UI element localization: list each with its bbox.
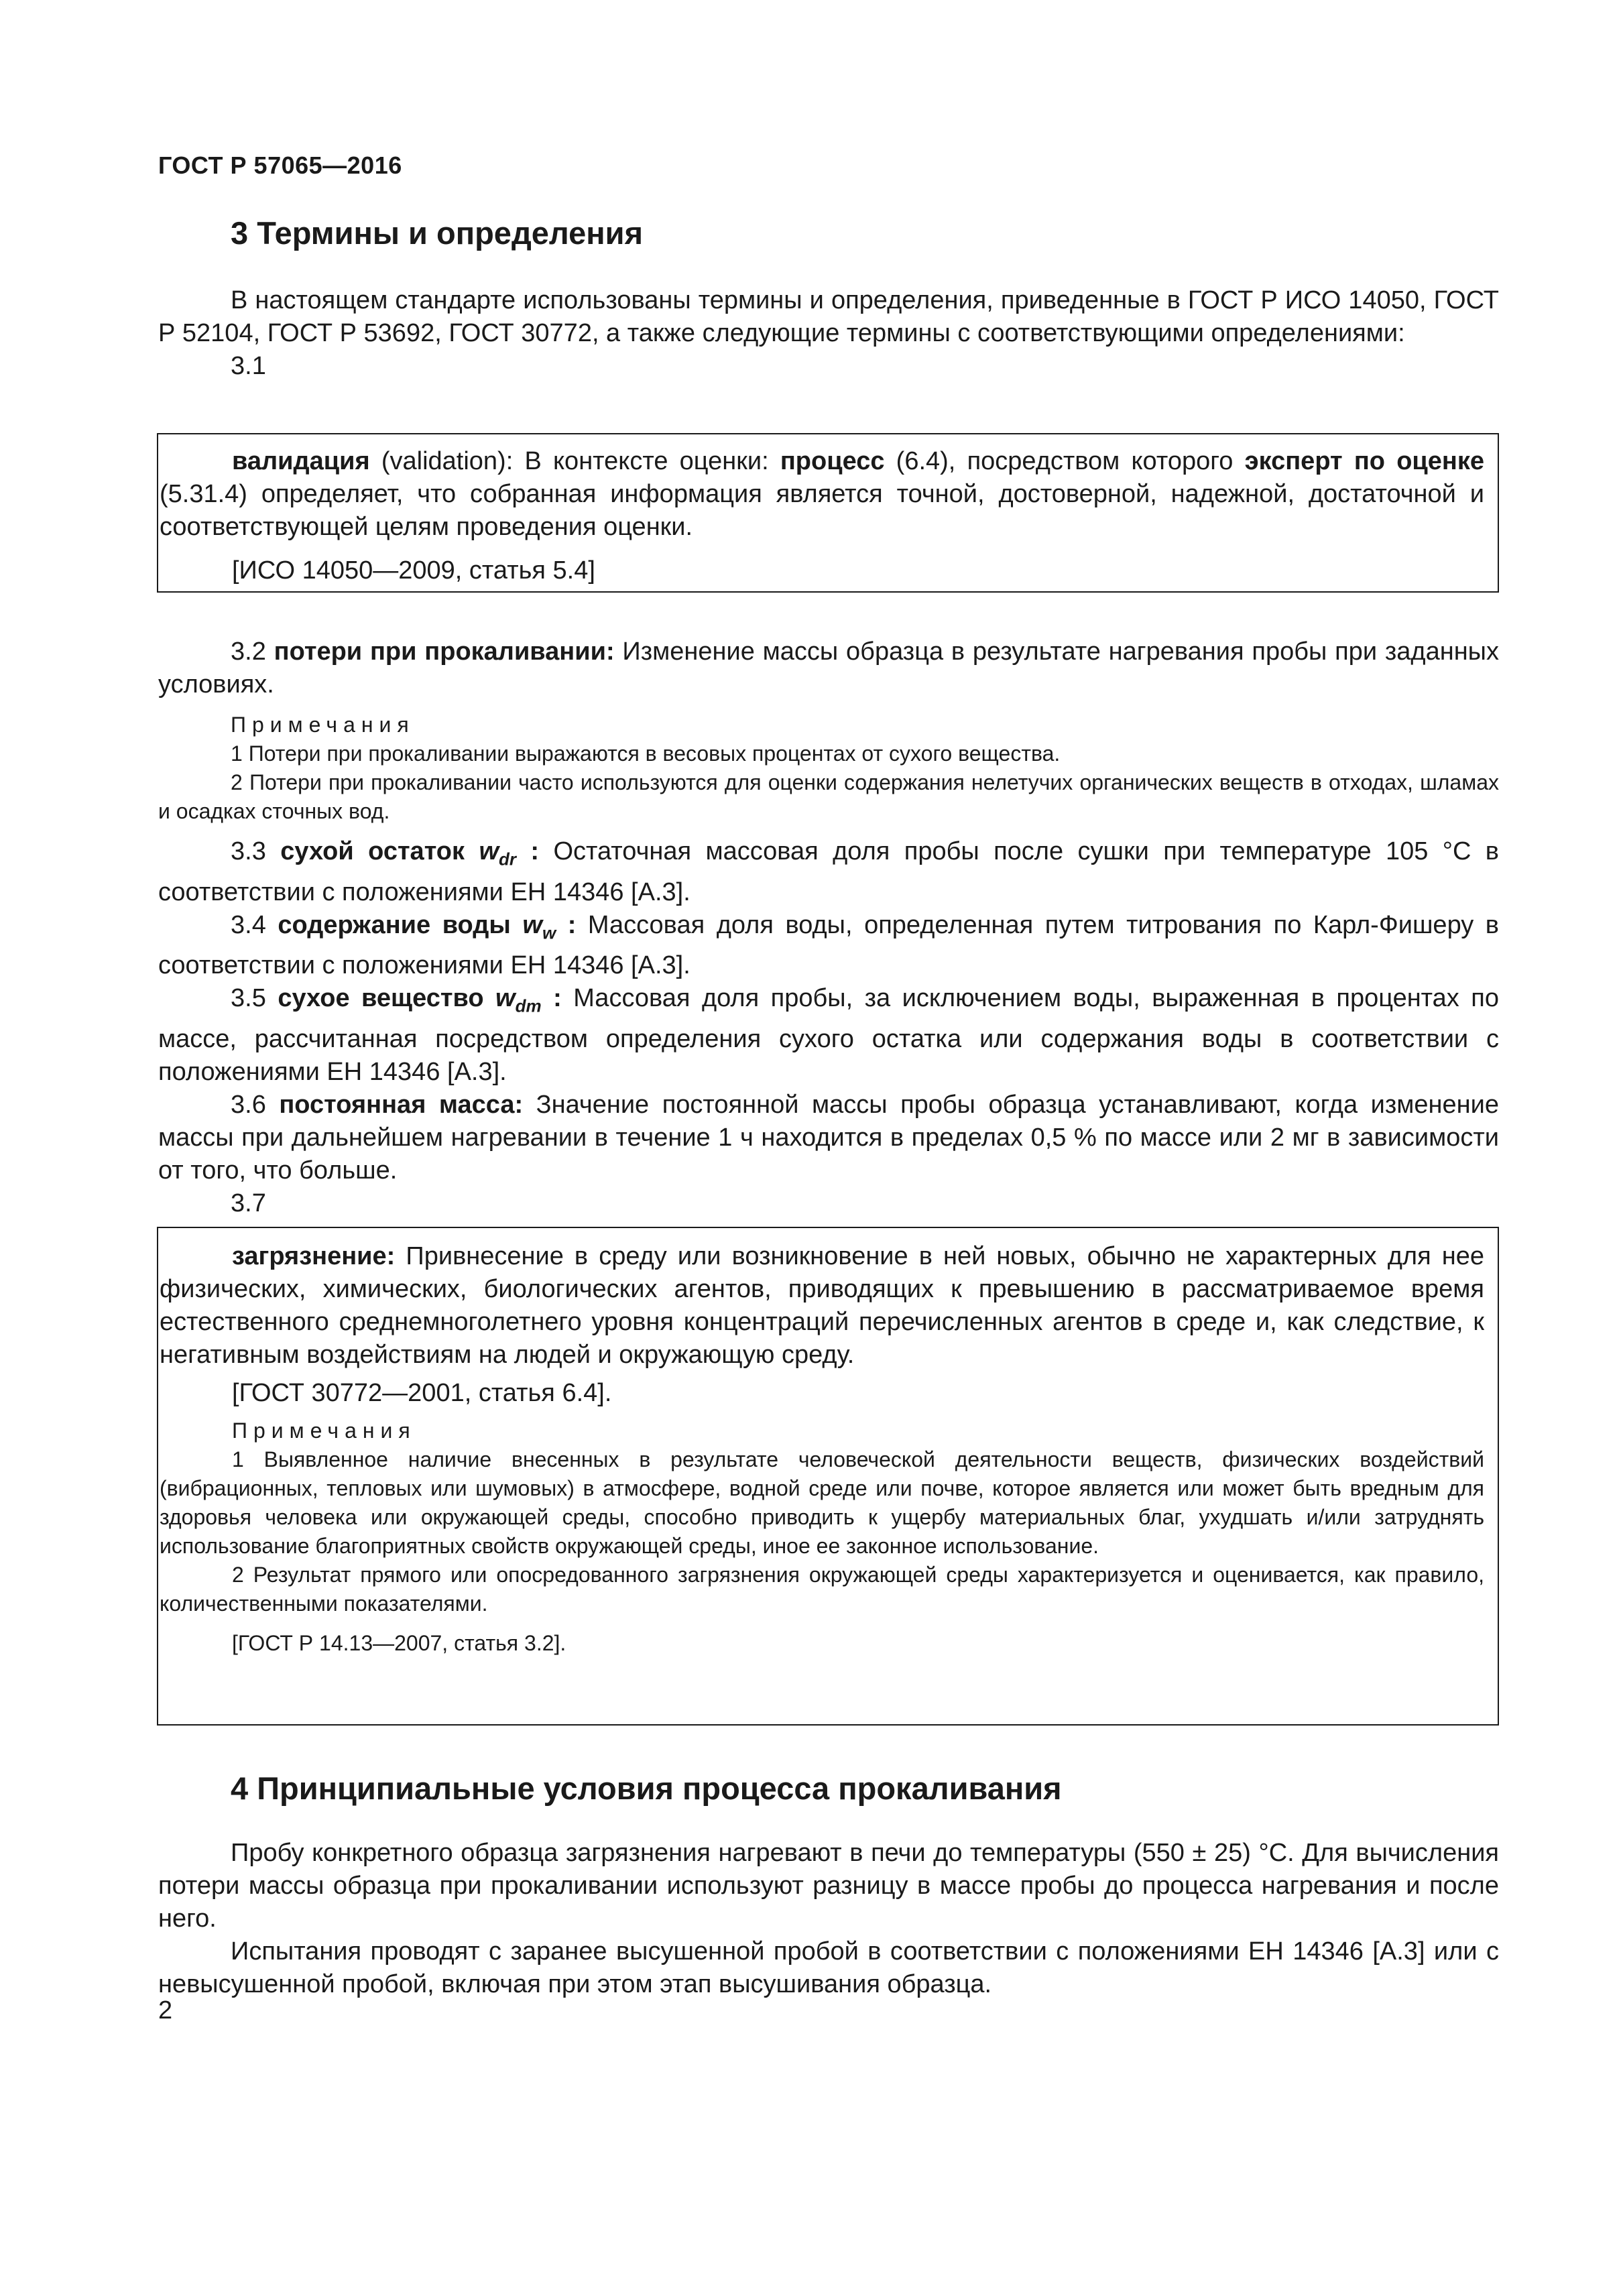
term-3-6-text: Значение постоянной массы пробы образца устанавливают, когда изменение массы при дальнейшем нагревании в течение 1 ч находится в пределах 0,5 % по массе или 2 мг в зависимости от того, что больше. bbox=[158, 1090, 1499, 1185]
term-3-2-notes-title: Примечания bbox=[231, 713, 415, 737]
term-3-4-text: Массовая доля воды, определенная путем титрования по Карл-Фишеру в соответствии с положениями ЕН 14346 [А.3]. bbox=[158, 910, 1499, 980]
term-3-5-term: сухое вещество bbox=[278, 984, 496, 1013]
term-3-3-colon: : bbox=[516, 837, 540, 865]
document-code-header: ГОСТ Р 57065—2016 bbox=[158, 152, 402, 179]
term-3-1-source: [ИСО 14050—2009, статья 5.4] bbox=[232, 556, 595, 585]
term-3-7-text: Привнесение в среду или возникновение в ней новых, обычно не характерных для нее физических, химических, биологических агентов, приводящих к превышению в рассматриваемое время естественного среднемноголетнего уровня концентраций перечисленных агентов в среде и, как следствие, к негативным воздействиям на людей и окружающую среду. bbox=[160, 1242, 1484, 1369]
term-3-5-colon: : bbox=[541, 984, 562, 1013]
term-3-4-symbol-w: w bbox=[522, 910, 542, 939]
section-4-paragraph-1: Пробу конкретного образца загрязнения нагревают в печи до температуры (550 ± 25) °С. Для вычисления потери массы образца при прокаливании используют разницу в массе пробы до процесса нагревания и после него. bbox=[158, 1839, 1499, 1933]
term-3-7-source-2: [ГОСТ Р 14.13—2007, статья 3.2]. bbox=[232, 1631, 566, 1655]
term-3-1-text-1: (validation): В контексте оценки: bbox=[369, 447, 780, 475]
term-3-6-definition bbox=[158, 1089, 1499, 1187]
section-3-intro-block bbox=[158, 284, 1499, 383]
page-number: 2 bbox=[158, 1996, 173, 2025]
term-3-1-text-3: (5.31.4) определяет, что собранная информация является точной, достоверной, надежной, достаточной и соответствующей целям проведения оценки. bbox=[160, 480, 1484, 541]
term-3-6-number: 3.6 bbox=[231, 1090, 280, 1119]
term-3-3-text: Остаточная массовая доля пробы после сушки при температуре 105 °C в соответствии с положениями ЕН 14346 [А.3]. bbox=[158, 837, 1499, 906]
term-3-7-note-1: 1 Выявленное наличие внесенных в результате человеческой деятельности веществ, физических воздействий (вибрационных, тепловых или шумовых) в атмосфере, водной среде или почве, которое является или может быть вредным для здоровья человека или окружающей среды, способно приводить к ущербу материальных благ, ухудшать и/или затруднять использование благоприятных свойств окружающей среды, иное ее законное использование. bbox=[160, 1447, 1484, 1558]
term-3-2-definition bbox=[158, 636, 1499, 701]
term-3-7-term: загрязнение: bbox=[232, 1242, 396, 1270]
term-3-6-term: постоянная масса: bbox=[279, 1090, 524, 1119]
term-3-1-definition bbox=[160, 445, 1484, 544]
section-4-paragraph-2: Испытания проводят с заранее высушенной пробой в соответствии с положениями ЕН 14346 [А.3] или с невысушенной пробой, включая при этом этап высушивания образца. bbox=[158, 1937, 1499, 1998]
term-3-7-note-2: 2 Результат прямого или опосредованного загрязнения окружающей среды характеризуется и оценивается, как правило, количественными показателями. bbox=[160, 1563, 1484, 1616]
term-3-4-definition bbox=[158, 909, 1499, 983]
terms-3-2-to-3-6-block bbox=[158, 636, 1499, 1220]
term-3-3-definition bbox=[158, 835, 1499, 909]
section-3-title: 3 Термины и определения bbox=[231, 215, 643, 251]
term-3-5-number: 3.5 bbox=[231, 984, 278, 1013]
term-3-7-notes-title: Примечания bbox=[232, 1418, 416, 1443]
term-3-1-ref-expert: эксперт по оценке bbox=[1244, 447, 1485, 475]
term-3-4-symbol bbox=[522, 910, 556, 943]
term-3-1-term: валидация bbox=[232, 447, 370, 475]
term-3-1-ref-process: процесс bbox=[780, 447, 885, 475]
term-3-7-box bbox=[157, 1227, 1499, 1726]
term-3-4-term: содержание воды bbox=[278, 910, 523, 939]
term-3-4-number: 3.4 bbox=[231, 910, 278, 939]
term-3-7-source-1: [ГОСТ 30772—2001, статья 6.4]. bbox=[232, 1379, 612, 1407]
term-3-4-symbol-sub: w bbox=[542, 922, 556, 943]
term-3-1-box bbox=[157, 433, 1499, 593]
term-3-5-definition bbox=[158, 982, 1499, 1089]
section-4-body bbox=[158, 1837, 1499, 2001]
term-3-1-text-2: (6.4), посредством которого bbox=[884, 447, 1245, 475]
term-3-2-note-2: 2 Потери при прокаливании часто используются для оценки содержания нелетучих органических веществ в отходах, шламах и осадках сточных вод. bbox=[158, 770, 1499, 823]
term-3-3-number: 3.3 bbox=[231, 837, 281, 865]
term-3-2-number: 3.2 bbox=[231, 638, 274, 666]
term-3-5-text: Массовая доля пробы, за исключением воды, выраженная в процентах по массе, рассчитанная посредством определения сухого остатка или содержания воды в соответствии с положениями ЕН 14346 [А.3]. bbox=[158, 984, 1499, 1086]
term-3-2-note-1: 1 Потери при прокаливании выражаются в весовых процентах от сухого вещества. bbox=[231, 741, 1061, 766]
term-3-3-symbol-w: w bbox=[479, 837, 499, 865]
term-3-5-symbol-w: w bbox=[495, 984, 516, 1013]
term-3-5-symbol bbox=[495, 984, 542, 1016]
term-3-2-text: Изменение массы образца в результате нагревания пробы при заданных условиях. bbox=[158, 638, 1499, 699]
term-3-3-symbol-sub: dr bbox=[499, 849, 516, 869]
term-3-5-symbol-sub: dm bbox=[515, 995, 542, 1016]
term-3-3-symbol bbox=[479, 837, 516, 869]
section-4-title: 4 Принципиальные условия процесса прокаливания bbox=[231, 1770, 1062, 1806]
section-3-intro: В настоящем стандарте использованы термины и определения, приведенные в ГОСТ Р ИСО 14050, ГОСТ Р 52104, ГОСТ Р 53692, ГОСТ 30772, а также следующие термины с соответствующими определениями: bbox=[158, 286, 1499, 347]
term-3-4-colon: : bbox=[556, 910, 577, 939]
term-3-7-number: 3.7 bbox=[231, 1189, 266, 1217]
term-3-7-definition bbox=[160, 1240, 1484, 1372]
term-3-2-term: потери при прокаливании: bbox=[274, 638, 615, 666]
term-3-1-number: 3.1 bbox=[231, 352, 266, 380]
term-3-3-term: сухой остаток bbox=[280, 837, 479, 865]
